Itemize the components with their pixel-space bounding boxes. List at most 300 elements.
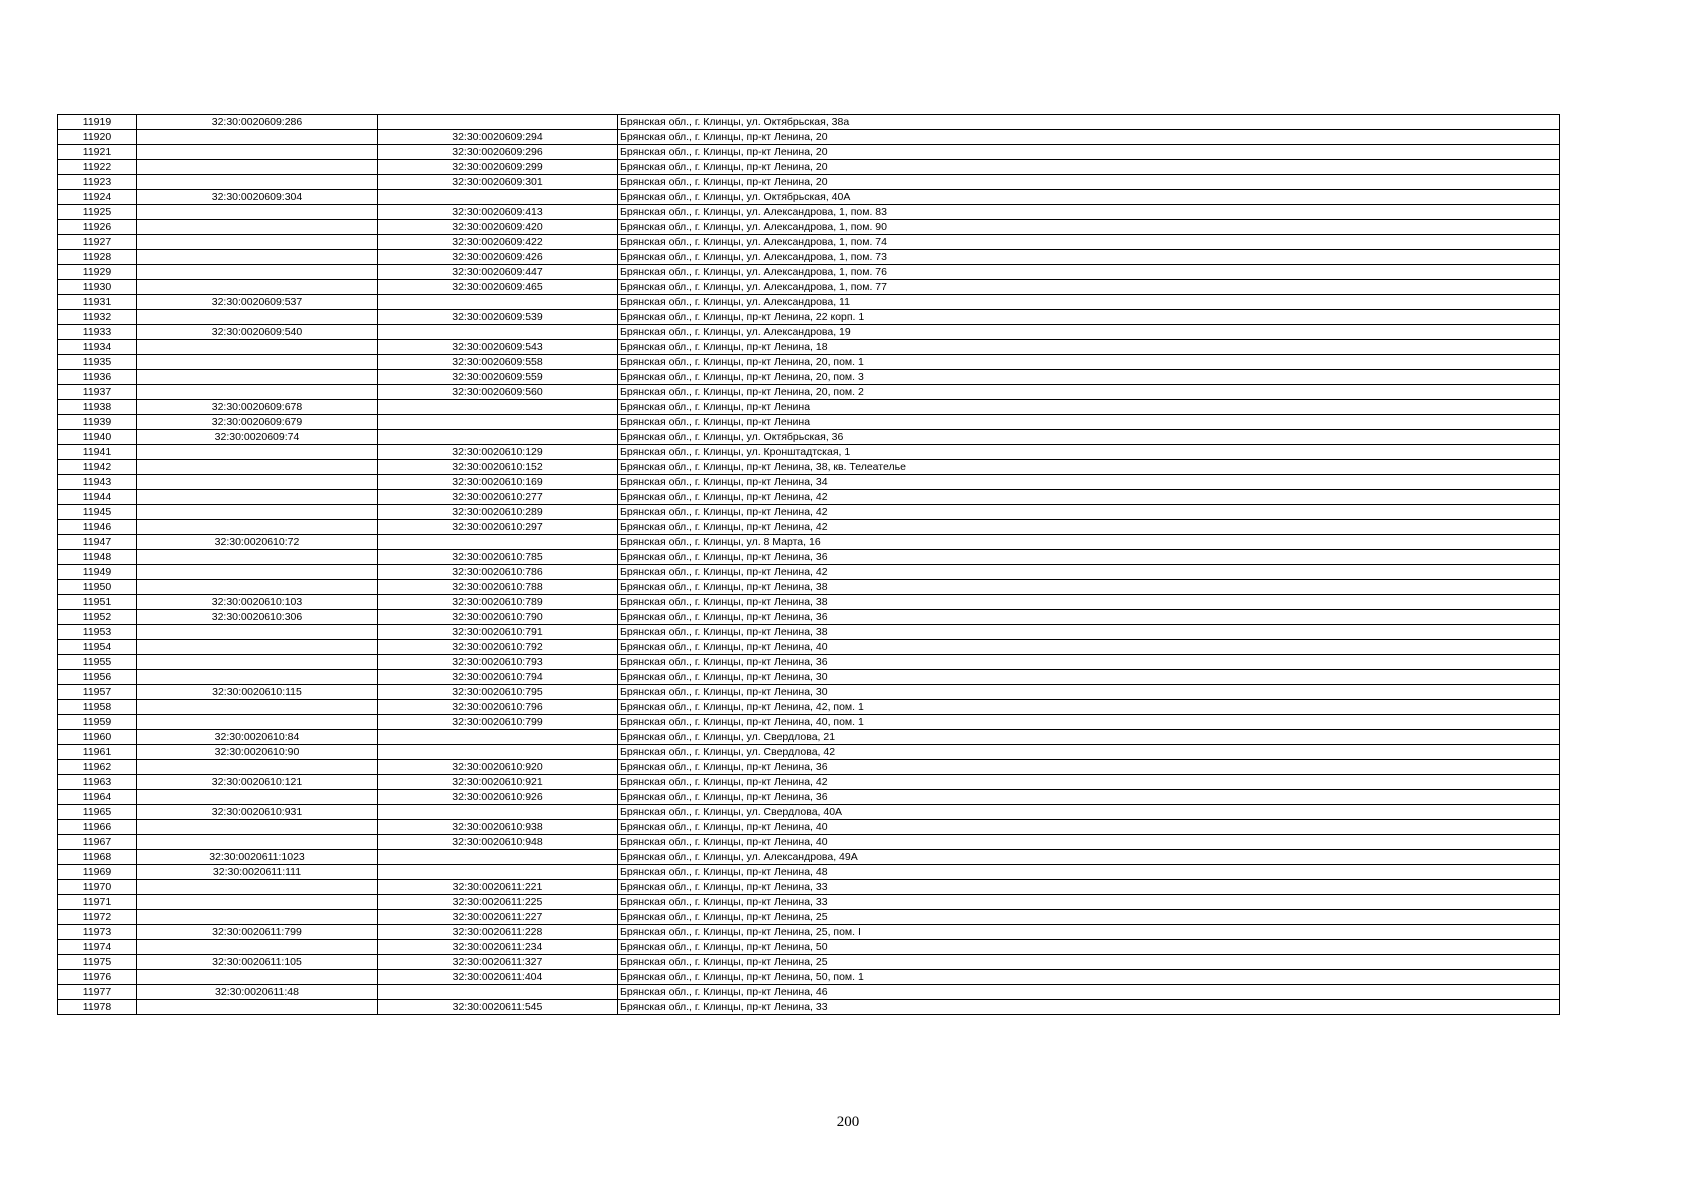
table-row: [58, 280, 1560, 295]
row-number-cell: 11964: [58, 790, 137, 805]
cadastral-number-cell: [137, 310, 378, 325]
cadastral-number-cell: [137, 625, 378, 640]
linked-cadastral-number-cell: 32:30:0020610:793: [378, 655, 618, 670]
cadastral-number-cell: [137, 130, 378, 145]
table-row: [58, 325, 1560, 340]
cadastral-number-cell: [137, 370, 378, 385]
cadastral-number-cell: [137, 895, 378, 910]
address-cell: Брянская обл., г. Клинцы, пр-кт Ленина, 50: [618, 940, 1560, 955]
address-cell: Брянская обл., г. Клинцы, пр-кт Ленина, 34: [618, 475, 1560, 490]
linked-cadastral-number-cell: 32:30:0020610:788: [378, 580, 618, 595]
table-row: [58, 640, 1560, 655]
address-cell: Брянская обл., г. Клинцы, пр-кт Ленина, 38: [618, 580, 1560, 595]
cadastral-number-cell: 32:30:0020610:103: [137, 595, 378, 610]
linked-cadastral-number-cell: [378, 295, 618, 310]
row-number-cell: 11967: [58, 835, 137, 850]
cadastral-number-cell: [137, 550, 378, 565]
row-number-cell: 11942: [58, 460, 137, 475]
row-number-cell: 11956: [58, 670, 137, 685]
linked-cadastral-number-cell: [378, 850, 618, 865]
address-cell: Брянская обл., г. Клинцы, пр-кт Ленина: [618, 400, 1560, 415]
row-number-cell: 11937: [58, 385, 137, 400]
row-number-cell: 11929: [58, 265, 137, 280]
row-number-cell: 11943: [58, 475, 137, 490]
cadastral-number-cell: [137, 445, 378, 460]
cadastral-number-cell: 32:30:0020609:304: [137, 190, 378, 205]
linked-cadastral-number-cell: 32:30:0020610:129: [378, 445, 618, 460]
address-cell: Брянская обл., г. Клинцы, пр-кт Ленина, 42: [618, 775, 1560, 790]
cadastral-number-cell: [137, 475, 378, 490]
address-cell: Брянская обл., г. Клинцы, пр-кт Ленина, 25, пом. I: [618, 925, 1560, 940]
linked-cadastral-number-cell: [378, 730, 618, 745]
address-cell: Брянская обл., г. Клинцы, пр-кт Ленина, 38: [618, 595, 1560, 610]
linked-cadastral-number-cell: 32:30:0020611:227: [378, 910, 618, 925]
linked-cadastral-number-cell: [378, 415, 618, 430]
cadastral-number-cell: [137, 700, 378, 715]
linked-cadastral-number-cell: 32:30:0020611:545: [378, 1000, 618, 1015]
cadastral-number-cell: [137, 250, 378, 265]
address-cell: Брянская обл., г. Клинцы, ул. Александрова, 49А: [618, 850, 1560, 865]
cadastral-number-cell: [137, 820, 378, 835]
row-number-cell: 11936: [58, 370, 137, 385]
row-number-cell: 11977: [58, 985, 137, 1000]
linked-cadastral-number-cell: 32:30:0020611:404: [378, 970, 618, 985]
row-number-cell: 11939: [58, 415, 137, 430]
address-cell: Брянская обл., г. Клинцы, пр-кт Ленина, 20, пом. 1: [618, 355, 1560, 370]
address-cell: Брянская обл., г. Клинцы, пр-кт Ленина, 40: [618, 820, 1560, 835]
table-row: [58, 220, 1560, 235]
cadastral-number-cell: 32:30:0020611:48: [137, 985, 378, 1000]
address-cell: Брянская обл., г. Клинцы, пр-кт Ленина, 18: [618, 340, 1560, 355]
registry-table: [57, 114, 1560, 1015]
cadastral-number-cell: [137, 505, 378, 520]
row-number-cell: 11952: [58, 610, 137, 625]
cadastral-number-cell: [137, 910, 378, 925]
linked-cadastral-number-cell: 32:30:0020609:426: [378, 250, 618, 265]
row-number-cell: 11926: [58, 220, 137, 235]
row-number-cell: 11920: [58, 130, 137, 145]
table-row: [58, 145, 1560, 160]
linked-cadastral-number-cell: [378, 430, 618, 445]
address-cell: Брянская обл., г. Клинцы, пр-кт Ленина, 46: [618, 985, 1560, 1000]
cadastral-number-cell: 32:30:0020610:90: [137, 745, 378, 760]
table-row: [58, 340, 1560, 355]
row-number-cell: 11978: [58, 1000, 137, 1015]
table-row: [58, 475, 1560, 490]
table-row: [58, 160, 1560, 175]
row-number-cell: 11932: [58, 310, 137, 325]
cadastral-number-cell: [137, 160, 378, 175]
address-cell: Брянская обл., г. Клинцы, пр-кт Ленина, 25: [618, 910, 1560, 925]
linked-cadastral-number-cell: 32:30:0020610:791: [378, 625, 618, 640]
row-number-cell: 11949: [58, 565, 137, 580]
address-cell: Брянская обл., г. Клинцы, ул. Октябрьская, 38а: [618, 115, 1560, 130]
address-cell: Брянская обл., г. Клинцы, ул. Александрова, 1, пом. 74: [618, 235, 1560, 250]
address-cell: Брянская обл., г. Клинцы, пр-кт Ленина, 42, пом. 1: [618, 700, 1560, 715]
table-row: [58, 415, 1560, 430]
table-row: [58, 445, 1560, 460]
registry-table-body: [58, 115, 1560, 1015]
linked-cadastral-number-cell: [378, 745, 618, 760]
linked-cadastral-number-cell: 32:30:0020609:447: [378, 265, 618, 280]
cadastral-number-cell: [137, 355, 378, 370]
row-number-cell: 11974: [58, 940, 137, 955]
row-number-cell: 11953: [58, 625, 137, 640]
cadastral-number-cell: 32:30:0020610:306: [137, 610, 378, 625]
table-row: [58, 385, 1560, 400]
table-row: [58, 115, 1560, 130]
table-row: [58, 745, 1560, 760]
row-number-cell: 11970: [58, 880, 137, 895]
address-cell: Брянская обл., г. Клинцы, ул. Александрова, 1, пом. 77: [618, 280, 1560, 295]
address-cell: Брянская обл., г. Клинцы, пр-кт Ленина, 20, пом. 2: [618, 385, 1560, 400]
table-row: [58, 820, 1560, 835]
linked-cadastral-number-cell: [378, 865, 618, 880]
address-cell: Брянская обл., г. Клинцы, ул. Октябрьская, 36: [618, 430, 1560, 445]
linked-cadastral-number-cell: 32:30:0020609:543: [378, 340, 618, 355]
row-number-cell: 11927: [58, 235, 137, 250]
cadastral-number-cell: [137, 220, 378, 235]
linked-cadastral-number-cell: 32:30:0020609:296: [378, 145, 618, 160]
linked-cadastral-number-cell: 32:30:0020611:221: [378, 880, 618, 895]
cadastral-number-cell: [137, 235, 378, 250]
address-cell: Брянская обл., г. Клинцы, пр-кт Ленина, 25: [618, 955, 1560, 970]
linked-cadastral-number-cell: 32:30:0020610:920: [378, 760, 618, 775]
cadastral-number-cell: 32:30:0020611:105: [137, 955, 378, 970]
table-row: [58, 655, 1560, 670]
row-number-cell: 11945: [58, 505, 137, 520]
table-row: [58, 295, 1560, 310]
linked-cadastral-number-cell: 32:30:0020611:234: [378, 940, 618, 955]
cadastral-number-cell: [137, 1000, 378, 1015]
table-row: [58, 610, 1560, 625]
address-cell: Брянская обл., г. Клинцы, пр-кт Ленина, 33: [618, 880, 1560, 895]
row-number-cell: 11961: [58, 745, 137, 760]
table-row: [58, 970, 1560, 985]
table-row: [58, 985, 1560, 1000]
cadastral-number-cell: 32:30:0020610:72: [137, 535, 378, 550]
linked-cadastral-number-cell: [378, 805, 618, 820]
table-row: [58, 355, 1560, 370]
row-number-cell: 11962: [58, 760, 137, 775]
linked-cadastral-number-cell: 32:30:0020610:948: [378, 835, 618, 850]
address-cell: Брянская обл., г. Клинцы, пр-кт Ленина, 20: [618, 130, 1560, 145]
table-row: [58, 850, 1560, 865]
table-row: [58, 550, 1560, 565]
cadastral-number-cell: 32:30:0020609:678: [137, 400, 378, 415]
linked-cadastral-number-cell: 32:30:0020609:301: [378, 175, 618, 190]
address-cell: Брянская обл., г. Клинцы, пр-кт Ленина, 40: [618, 640, 1560, 655]
table-row: [58, 250, 1560, 265]
linked-cadastral-number-cell: 32:30:0020610:785: [378, 550, 618, 565]
address-cell: Брянская обл., г. Клинцы, ул. Кронштадтская, 1: [618, 445, 1560, 460]
row-number-cell: 11969: [58, 865, 137, 880]
linked-cadastral-number-cell: 32:30:0020609:559: [378, 370, 618, 385]
row-number-cell: 11935: [58, 355, 137, 370]
table-row: [58, 865, 1560, 880]
table-row: [58, 595, 1560, 610]
cadastral-number-cell: [137, 205, 378, 220]
row-number-cell: 11968: [58, 850, 137, 865]
cadastral-number-cell: 32:30:0020611:111: [137, 865, 378, 880]
table-row: [58, 400, 1560, 415]
cadastral-number-cell: [137, 280, 378, 295]
linked-cadastral-number-cell: 32:30:0020611:327: [378, 955, 618, 970]
row-number-cell: 11947: [58, 535, 137, 550]
row-number-cell: 11944: [58, 490, 137, 505]
cadastral-number-cell: [137, 385, 378, 400]
row-number-cell: 11946: [58, 520, 137, 535]
row-number-cell: 11971: [58, 895, 137, 910]
linked-cadastral-number-cell: 32:30:0020610:794: [378, 670, 618, 685]
address-cell: Брянская обл., г. Клинцы, пр-кт Ленина, 38, кв. Телеателье: [618, 460, 1560, 475]
table-row: [58, 535, 1560, 550]
cadastral-number-cell: 32:30:0020609:537: [137, 295, 378, 310]
linked-cadastral-number-cell: [378, 400, 618, 415]
linked-cadastral-number-cell: 32:30:0020609:465: [378, 280, 618, 295]
linked-cadastral-number-cell: 32:30:0020610:790: [378, 610, 618, 625]
table-row: [58, 835, 1560, 850]
cadastral-number-cell: [137, 580, 378, 595]
row-number-cell: 11924: [58, 190, 137, 205]
address-cell: Брянская обл., г. Клинцы, ул. Свердлова, 40А: [618, 805, 1560, 820]
table-row: [58, 175, 1560, 190]
linked-cadastral-number-cell: 32:30:0020610:297: [378, 520, 618, 535]
linked-cadastral-number-cell: 32:30:0020611:225: [378, 895, 618, 910]
table-row: [58, 880, 1560, 895]
address-cell: Брянская обл., г. Клинцы, ул. 8 Марта, 16: [618, 535, 1560, 550]
cadastral-number-cell: 32:30:0020610:84: [137, 730, 378, 745]
table-row: [58, 805, 1560, 820]
table-row: [58, 625, 1560, 640]
cadastral-number-cell: [137, 790, 378, 805]
row-number-cell: 11938: [58, 400, 137, 415]
table-row: [58, 715, 1560, 730]
address-cell: Брянская обл., г. Клинцы, пр-кт Ленина, 36: [618, 610, 1560, 625]
table-row: [58, 235, 1560, 250]
linked-cadastral-number-cell: 32:30:0020610:799: [378, 715, 618, 730]
address-cell: Брянская обл., г. Клинцы, ул. Александрова, 11: [618, 295, 1560, 310]
row-number-cell: 11948: [58, 550, 137, 565]
address-cell: Брянская обл., г. Клинцы, ул. Александрова, 1, пом. 90: [618, 220, 1560, 235]
cadastral-number-cell: 32:30:0020609:74: [137, 430, 378, 445]
table-row: [58, 490, 1560, 505]
linked-cadastral-number-cell: 32:30:0020609:294: [378, 130, 618, 145]
row-number-cell: 11922: [58, 160, 137, 175]
table-row: [58, 940, 1560, 955]
address-cell: Брянская обл., г. Клинцы, пр-кт Ленина, 36: [618, 790, 1560, 805]
table-row: [58, 685, 1560, 700]
address-cell: Брянская обл., г. Клинцы, пр-кт Ленина, 42: [618, 565, 1560, 580]
cadastral-number-cell: [137, 145, 378, 160]
table-row: [58, 370, 1560, 385]
address-cell: Брянская обл., г. Клинцы, пр-кт Ленина, 42: [618, 490, 1560, 505]
table-row: [58, 505, 1560, 520]
address-cell: Брянская обл., г. Клинцы, пр-кт Ленина, 33: [618, 895, 1560, 910]
table-row: [58, 700, 1560, 715]
address-cell: Брянская обл., г. Клинцы, ул. Александрова, 1, пом. 83: [618, 205, 1560, 220]
address-cell: Брянская обл., г. Клинцы, пр-кт Ленина, 20: [618, 175, 1560, 190]
cadastral-number-cell: [137, 655, 378, 670]
row-number-cell: 11919: [58, 115, 137, 130]
linked-cadastral-number-cell: [378, 535, 618, 550]
linked-cadastral-number-cell: 32:30:0020610:921: [378, 775, 618, 790]
cadastral-number-cell: [137, 460, 378, 475]
linked-cadastral-number-cell: 32:30:0020609:539: [378, 310, 618, 325]
row-number-cell: 11934: [58, 340, 137, 355]
table-row: [58, 310, 1560, 325]
linked-cadastral-number-cell: 32:30:0020610:796: [378, 700, 618, 715]
table-row: [58, 580, 1560, 595]
cadastral-number-cell: [137, 565, 378, 580]
table-row: [58, 910, 1560, 925]
row-number-cell: 11966: [58, 820, 137, 835]
linked-cadastral-number-cell: 32:30:0020609:413: [378, 205, 618, 220]
linked-cadastral-number-cell: 32:30:0020610:938: [378, 820, 618, 835]
linked-cadastral-number-cell: [378, 190, 618, 205]
row-number-cell: 11930: [58, 280, 137, 295]
address-cell: Брянская обл., г. Клинцы, пр-кт Ленина, 40: [618, 835, 1560, 850]
row-number-cell: 11963: [58, 775, 137, 790]
table-row: [58, 430, 1560, 445]
linked-cadastral-number-cell: 32:30:0020609:422: [378, 235, 618, 250]
cadastral-number-cell: 32:30:0020610:121: [137, 775, 378, 790]
table-row: [58, 565, 1560, 580]
cadastral-number-cell: 32:30:0020610:931: [137, 805, 378, 820]
row-number-cell: 11976: [58, 970, 137, 985]
linked-cadastral-number-cell: [378, 115, 618, 130]
row-number-cell: 11954: [58, 640, 137, 655]
address-cell: Брянская обл., г. Клинцы, пр-кт Ленина, 36: [618, 655, 1560, 670]
table-row: [58, 775, 1560, 790]
page-number: 200: [836, 1114, 860, 1130]
row-number-cell: 11950: [58, 580, 137, 595]
address-cell: Брянская обл., г. Клинцы, пр-кт Ленина, 20: [618, 145, 1560, 160]
linked-cadastral-number-cell: 32:30:0020611:228: [378, 925, 618, 940]
linked-cadastral-number-cell: 32:30:0020610:289: [378, 505, 618, 520]
row-number-cell: 11972: [58, 910, 137, 925]
address-cell: Брянская обл., г. Клинцы, ул. Октябрьская, 40А: [618, 190, 1560, 205]
cadastral-number-cell: [137, 175, 378, 190]
table-row: [58, 130, 1560, 145]
row-number-cell: 11957: [58, 685, 137, 700]
row-number-cell: 11921: [58, 145, 137, 160]
table-row: [58, 670, 1560, 685]
table-row: [58, 1000, 1560, 1015]
table-row: [58, 955, 1560, 970]
row-number-cell: 11940: [58, 430, 137, 445]
cadastral-number-cell: [137, 520, 378, 535]
linked-cadastral-number-cell: [378, 325, 618, 340]
cadastral-number-cell: [137, 940, 378, 955]
address-cell: Брянская обл., г. Клинцы, пр-кт Ленина, 42: [618, 520, 1560, 535]
row-number-cell: 11928: [58, 250, 137, 265]
linked-cadastral-number-cell: 32:30:0020609:420: [378, 220, 618, 235]
address-cell: Брянская обл., г. Клинцы, пр-кт Ленина, 20, пом. 3: [618, 370, 1560, 385]
address-cell: Брянская обл., г. Клинцы, пр-кт Ленина, 20: [618, 160, 1560, 175]
address-cell: Брянская обл., г. Клинцы, пр-кт Ленина, 38: [618, 625, 1560, 640]
linked-cadastral-number-cell: 32:30:0020610:277: [378, 490, 618, 505]
cadastral-number-cell: [137, 265, 378, 280]
table-row: [58, 925, 1560, 940]
address-cell: Брянская обл., г. Клинцы, пр-кт Ленина, 36: [618, 550, 1560, 565]
table-row: [58, 190, 1560, 205]
cadastral-number-cell: [137, 835, 378, 850]
address-cell: Брянская обл., г. Клинцы, пр-кт Ленина, 36: [618, 760, 1560, 775]
table-row: [58, 520, 1560, 535]
linked-cadastral-number-cell: 32:30:0020610:169: [378, 475, 618, 490]
address-cell: Брянская обл., г. Клинцы, пр-кт Ленина, 42: [618, 505, 1560, 520]
table-row: [58, 265, 1560, 280]
row-number-cell: 11925: [58, 205, 137, 220]
row-number-cell: 11965: [58, 805, 137, 820]
address-cell: Брянская обл., г. Клинцы, ул. Александрова, 1, пом. 73: [618, 250, 1560, 265]
cadastral-number-cell: 32:30:0020611:1023: [137, 850, 378, 865]
cadastral-number-cell: [137, 715, 378, 730]
address-cell: Брянская обл., г. Клинцы, пр-кт Ленина, 50, пом. 1: [618, 970, 1560, 985]
row-number-cell: 11955: [58, 655, 137, 670]
row-number-cell: 11960: [58, 730, 137, 745]
address-cell: Брянская обл., г. Клинцы, пр-кт Ленина, 48: [618, 865, 1560, 880]
cadastral-number-cell: [137, 670, 378, 685]
linked-cadastral-number-cell: 32:30:0020610:786: [378, 565, 618, 580]
address-cell: Брянская обл., г. Клинцы, пр-кт Ленина, 22 корп. 1: [618, 310, 1560, 325]
table-row: [58, 760, 1560, 775]
cadastral-number-cell: [137, 340, 378, 355]
cadastral-number-cell: [137, 760, 378, 775]
cadastral-number-cell: 32:30:0020611:799: [137, 925, 378, 940]
cadastral-number-cell: 32:30:0020609:286: [137, 115, 378, 130]
table-row: [58, 460, 1560, 475]
cadastral-number-cell: 32:30:0020609:679: [137, 415, 378, 430]
row-number-cell: 11941: [58, 445, 137, 460]
row-number-cell: 11933: [58, 325, 137, 340]
linked-cadastral-number-cell: 32:30:0020610:926: [378, 790, 618, 805]
row-number-cell: 11975: [58, 955, 137, 970]
row-number-cell: 11923: [58, 175, 137, 190]
cadastral-number-cell: [137, 490, 378, 505]
address-cell: Брянская обл., г. Клинцы, ул. Александрова, 1, пом. 76: [618, 265, 1560, 280]
linked-cadastral-number-cell: 32:30:0020609:299: [378, 160, 618, 175]
table-row: [58, 790, 1560, 805]
linked-cadastral-number-cell: 32:30:0020610:795: [378, 685, 618, 700]
address-cell: Брянская обл., г. Клинцы, пр-кт Ленина, 30: [618, 685, 1560, 700]
address-cell: Брянская обл., г. Клинцы, пр-кт Ленина, 40, пом. 1: [618, 715, 1560, 730]
row-number-cell: 11931: [58, 295, 137, 310]
cadastral-number-cell: 32:30:0020609:540: [137, 325, 378, 340]
cadastral-number-cell: [137, 640, 378, 655]
linked-cadastral-number-cell: 32:30:0020609:558: [378, 355, 618, 370]
linked-cadastral-number-cell: [378, 985, 618, 1000]
row-number-cell: 11958: [58, 700, 137, 715]
linked-cadastral-number-cell: 32:30:0020610:792: [378, 640, 618, 655]
address-cell: Брянская обл., г. Клинцы, пр-кт Ленина: [618, 415, 1560, 430]
address-cell: Брянская обл., г. Клинцы, пр-кт Ленина, 30: [618, 670, 1560, 685]
table-row: [58, 730, 1560, 745]
linked-cadastral-number-cell: 32:30:0020609:560: [378, 385, 618, 400]
cadastral-number-cell: [137, 970, 378, 985]
linked-cadastral-number-cell: 32:30:0020610:152: [378, 460, 618, 475]
address-cell: Брянская обл., г. Клинцы, ул. Свердлова, 21: [618, 730, 1560, 745]
row-number-cell: 11959: [58, 715, 137, 730]
linked-cadastral-number-cell: 32:30:0020610:789: [378, 595, 618, 610]
cadastral-number-cell: [137, 880, 378, 895]
cadastral-number-cell: 32:30:0020610:115: [137, 685, 378, 700]
table-row: [58, 895, 1560, 910]
address-cell: Брянская обл., г. Клинцы, пр-кт Ленина, 33: [618, 1000, 1560, 1015]
address-cell: Брянская обл., г. Клинцы, ул. Александрова, 19: [618, 325, 1560, 340]
table-row: [58, 205, 1560, 220]
